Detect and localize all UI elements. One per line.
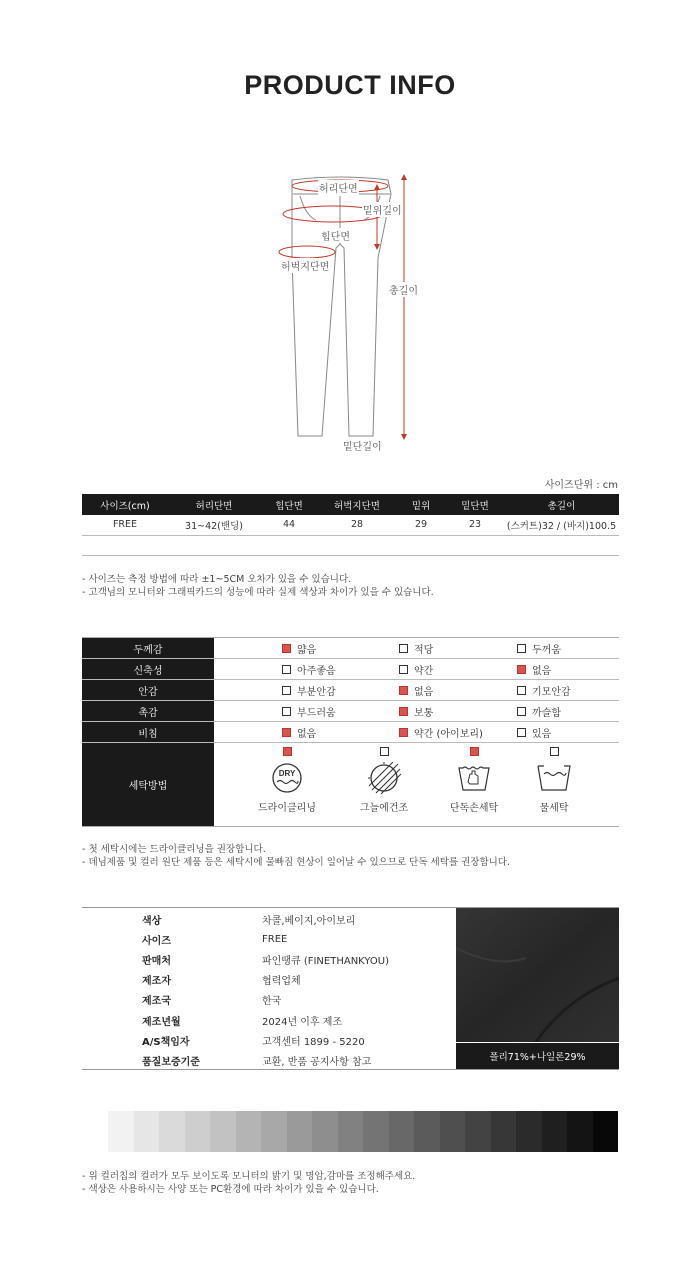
fabric-photo bbox=[456, 908, 619, 1042]
info-value: 교환, 반품 공지사항 참고 bbox=[262, 1056, 372, 1068]
unchecked-box-icon bbox=[550, 747, 559, 756]
total-length-label: 총길이 bbox=[388, 282, 419, 297]
checked-box-icon bbox=[399, 728, 408, 737]
feature-label: 신축성 bbox=[82, 659, 214, 679]
checked-box-icon bbox=[283, 747, 292, 756]
option-label: 보통 bbox=[414, 707, 434, 719]
info-row bbox=[82, 1050, 454, 1070]
unchecked-box-icon bbox=[517, 644, 526, 653]
info-value: 파인땡큐 (FINETHANKYOU) bbox=[262, 955, 390, 967]
pants-outline-icon bbox=[270, 168, 440, 458]
feature-option bbox=[214, 662, 399, 677]
unchecked-box-icon bbox=[282, 686, 291, 695]
color-chip bbox=[542, 1111, 568, 1152]
table-cell: FREE bbox=[82, 515, 168, 535]
washing-item-label: 물세탁 bbox=[539, 803, 569, 814]
hem-header: 밑단면 bbox=[446, 494, 504, 515]
info-value: 협력업체 bbox=[262, 976, 301, 988]
color-chip bbox=[236, 1111, 262, 1152]
washing-label: 세탁방법 bbox=[82, 743, 214, 826]
color-chip bbox=[287, 1111, 313, 1152]
feature-option bbox=[399, 725, 517, 740]
info-value: 고객센터 1899 - 5220 bbox=[262, 1036, 365, 1048]
info-key: 품질보증기준 bbox=[142, 1056, 200, 1068]
unchecked-box-icon bbox=[517, 686, 526, 695]
feature-label: 두께감 bbox=[82, 638, 214, 658]
fabric-caption: 폴리71%+나일론29% bbox=[456, 1043, 619, 1069]
color-chip-strip bbox=[108, 1111, 618, 1152]
color-chip bbox=[516, 1111, 542, 1152]
color-chip bbox=[312, 1111, 338, 1152]
unchecked-box-icon bbox=[399, 665, 408, 674]
feature-row bbox=[82, 638, 619, 659]
hem-label: 밑단길이 bbox=[342, 438, 383, 453]
color-chip bbox=[338, 1111, 364, 1152]
unchecked-box-icon bbox=[399, 644, 408, 653]
color-chip bbox=[465, 1111, 491, 1152]
table-cell: 29 bbox=[396, 515, 446, 535]
feature-option bbox=[517, 683, 617, 698]
info-value: FREE bbox=[262, 933, 288, 945]
size-table bbox=[82, 494, 619, 556]
feature-option bbox=[517, 704, 617, 719]
color-chip bbox=[261, 1111, 287, 1152]
info-key: 색상 bbox=[142, 915, 162, 927]
feature-label: 안감 bbox=[82, 680, 214, 700]
option-label: 까슬함 bbox=[532, 707, 561, 719]
length-header: 총길이 bbox=[504, 494, 619, 515]
waist-label: 허리단면 bbox=[318, 180, 359, 195]
option-label: 약간 (아이보리) bbox=[414, 728, 483, 740]
size-notes bbox=[82, 573, 434, 599]
option-label: 없음 bbox=[297, 728, 317, 740]
info-key: 제조년월 bbox=[142, 1016, 181, 1028]
feature-option bbox=[517, 641, 617, 656]
option-label: 적당 bbox=[414, 644, 434, 656]
feature-option bbox=[399, 704, 517, 719]
feature-options bbox=[214, 680, 619, 700]
hip-label: 힙단면 bbox=[320, 228, 351, 243]
feature-option bbox=[517, 725, 617, 740]
size-header: 사이즈(cm) bbox=[82, 494, 168, 515]
table-row bbox=[82, 515, 619, 535]
checked-box-icon bbox=[517, 665, 526, 674]
checked-box-icon bbox=[282, 644, 291, 653]
feature-label: 촉감 bbox=[82, 701, 214, 721]
unchecked-box-icon bbox=[282, 665, 291, 674]
info-row bbox=[82, 990, 454, 1010]
table-cell: (스커트)32 / (바지)100.5 bbox=[504, 515, 619, 535]
option-label: 얇음 bbox=[297, 644, 317, 656]
size-table-header bbox=[82, 494, 619, 515]
color-chip bbox=[389, 1111, 415, 1152]
thigh-label: 허벅지단면 bbox=[280, 258, 330, 273]
color-notes bbox=[82, 1170, 415, 1196]
dry-clean-icon bbox=[247, 762, 327, 794]
rise-header: 밑위 bbox=[396, 494, 446, 515]
feature-option bbox=[214, 683, 399, 698]
washing-item bbox=[344, 747, 424, 814]
checked-box-icon bbox=[282, 728, 291, 737]
option-label: 없음 bbox=[532, 665, 552, 677]
washing-item-label: 그늘에건조 bbox=[359, 803, 409, 814]
info-key: 제조자 bbox=[142, 976, 171, 988]
feature-row bbox=[82, 722, 619, 743]
info-value: 차콜,베이지,아이보리 bbox=[262, 915, 356, 927]
note-line: - 위 컬러칩의 컬러가 모두 보이도록 모니터의 밝기 및 명암,감마를 조정해주세요. bbox=[82, 1171, 416, 1182]
option-label: 부분안감 bbox=[297, 686, 336, 698]
info-key: 제조국 bbox=[142, 996, 171, 1008]
feature-option bbox=[214, 704, 399, 719]
unchecked-box-icon bbox=[282, 707, 291, 716]
size-unit: 사이즈단위 : cm bbox=[544, 480, 618, 491]
product-info-table bbox=[82, 907, 619, 1070]
feature-options bbox=[214, 722, 619, 742]
info-key: 판매처 bbox=[142, 955, 171, 967]
info-row bbox=[82, 970, 454, 990]
info-row bbox=[82, 949, 454, 969]
rise-label: 밑위길이 bbox=[362, 202, 403, 217]
feature-row bbox=[82, 680, 619, 701]
unchecked-box-icon bbox=[380, 747, 389, 756]
washing-item bbox=[514, 747, 594, 814]
feature-option bbox=[399, 683, 517, 698]
waist-header: 허리단면 bbox=[168, 494, 260, 515]
color-chip bbox=[567, 1111, 593, 1152]
info-row bbox=[82, 1010, 454, 1030]
table-cell: 23 bbox=[446, 515, 504, 535]
page-title: PRODUCT INFO bbox=[244, 70, 456, 100]
washing-items bbox=[214, 743, 619, 826]
table-row-empty bbox=[82, 535, 619, 555]
table-cell: 28 bbox=[318, 515, 396, 535]
info-value: 한국 bbox=[262, 996, 282, 1008]
unchecked-box-icon bbox=[517, 728, 526, 737]
info-row bbox=[82, 909, 454, 929]
table-cell: 31~42(밴딩) bbox=[168, 515, 260, 535]
feature-options bbox=[214, 638, 619, 658]
feature-options bbox=[214, 701, 619, 721]
checked-box-icon bbox=[399, 707, 408, 716]
info-key: 사이즈 bbox=[142, 935, 171, 947]
checked-box-icon bbox=[470, 747, 479, 756]
color-chip bbox=[440, 1111, 466, 1152]
note-line: - 사이즈는 측정 방법에 따라 ±1~5CM 오차가 있을 수 있습니다. bbox=[82, 574, 352, 585]
color-chip bbox=[414, 1111, 440, 1152]
feature-option bbox=[517, 662, 617, 677]
checked-box-icon bbox=[399, 686, 408, 695]
option-label: 있음 bbox=[532, 728, 552, 740]
info-row bbox=[82, 1030, 454, 1050]
color-chip bbox=[185, 1111, 211, 1152]
option-label: 부드러움 bbox=[297, 707, 336, 719]
water-wash-icon bbox=[514, 762, 594, 794]
hip-header: 힙단면 bbox=[260, 494, 318, 515]
shade-dry-icon bbox=[344, 762, 424, 794]
info-row bbox=[82, 929, 454, 949]
note-line: - 데님제품 및 컬러 원단 제품 등은 세탁시에 물빠짐 현상이 일어날 수 있으므로 단독 세탁를 권장합니다. bbox=[82, 857, 511, 868]
table-cell: 44 bbox=[260, 515, 318, 535]
feature-label: 비침 bbox=[82, 722, 214, 742]
info-value: 2024년 이후 제조 bbox=[262, 1016, 343, 1028]
wash-notes bbox=[82, 843, 510, 869]
washing-item-label: 단독손세탁 bbox=[449, 803, 499, 814]
color-chip bbox=[210, 1111, 236, 1152]
color-chip bbox=[491, 1111, 517, 1152]
washing-item bbox=[434, 747, 514, 814]
feature-option bbox=[399, 662, 517, 677]
feature-option bbox=[214, 641, 399, 656]
note-line: - 첫 세탁시에는 드라이클리닝을 권장합니다. bbox=[82, 844, 266, 855]
option-label: 두꺼움 bbox=[532, 644, 561, 656]
option-label: 없음 bbox=[414, 686, 434, 698]
washing-item bbox=[247, 747, 327, 814]
feature-options bbox=[214, 659, 619, 679]
hand-wash-icon bbox=[434, 762, 514, 794]
washing-item-label: 드라이클리닝 bbox=[258, 803, 316, 814]
feature-row bbox=[82, 659, 619, 680]
dry-text: DRY bbox=[278, 769, 296, 778]
washing-row bbox=[82, 743, 619, 827]
note-line: - 색상은 사용하시는 사양 또는 PC환경에 따라 차이가 있을 수 있습니다. bbox=[82, 1184, 379, 1195]
feature-option bbox=[399, 641, 517, 656]
color-chip bbox=[159, 1111, 185, 1152]
color-chip bbox=[134, 1111, 160, 1152]
option-label: 기모안감 bbox=[532, 686, 571, 698]
color-chip bbox=[108, 1111, 134, 1152]
option-label: 아주좋음 bbox=[297, 665, 336, 677]
feature-table bbox=[82, 637, 619, 827]
feature-option bbox=[214, 725, 399, 740]
thigh-header: 허벅지단면 bbox=[318, 494, 396, 515]
note-line: - 고객님의 모니터와 그래픽카드의 성능에 따라 실제 색상과 차이가 있을 수 있습니다. bbox=[82, 587, 434, 598]
option-label: 약간 bbox=[414, 665, 434, 677]
unchecked-box-icon bbox=[517, 707, 526, 716]
color-chip bbox=[363, 1111, 389, 1152]
color-chip bbox=[593, 1111, 619, 1152]
pants-diagram bbox=[270, 168, 440, 458]
feature-row bbox=[82, 701, 619, 722]
info-key: A/S책임자 bbox=[142, 1036, 190, 1048]
